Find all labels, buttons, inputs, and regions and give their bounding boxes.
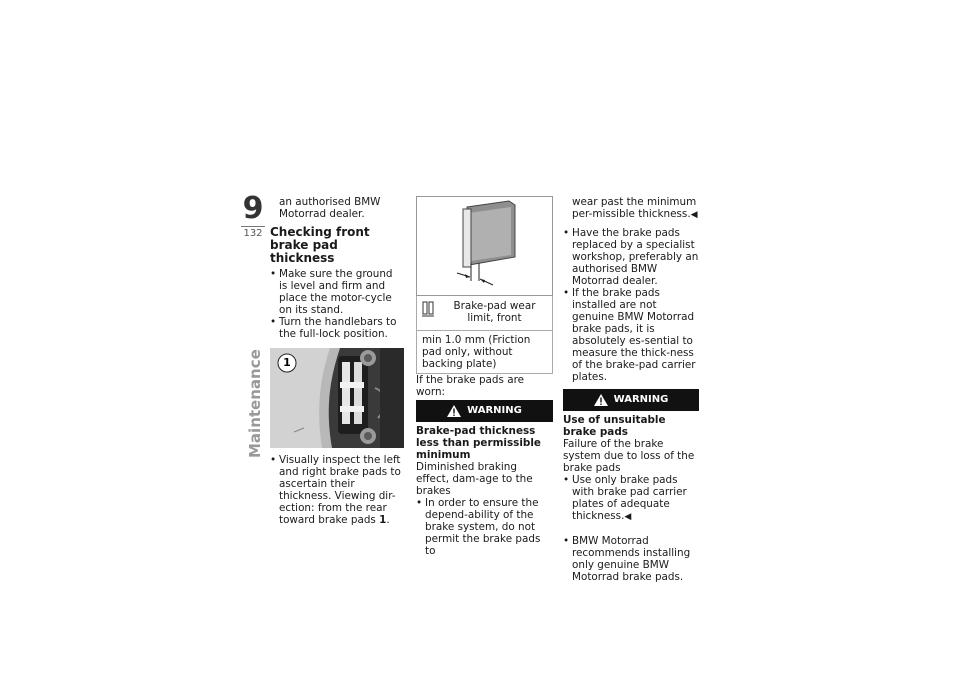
column-1 <box>270 196 404 526</box>
warning-title: Use of unsuitable brake pads <box>563 414 666 438</box>
list-item: • Turn the handlebars to the full-lock position. <box>270 316 404 340</box>
list-item: • In order to ensure the depend-ability of the brake system, do not permit the brake pads to <box>416 497 553 557</box>
brake-pad-diagram <box>417 197 552 295</box>
list-item: • Use only brake pads with brake pad carrier plates of adequate thickness.◀ <box>563 474 699 523</box>
list-item: • Make sure the ground is level and firm and place the motor-cycle on its stand. <box>270 268 404 316</box>
list-item: • Have the brake pads replaced by a specialist workshop, preferably an authorised BMW Motorrad dealer. <box>563 227 699 287</box>
continuation-text: an authorised BMW Motorrad dealer. <box>279 196 381 220</box>
end-of-warning-mark: ◀ <box>624 512 632 522</box>
warning-label: WARNING <box>467 405 522 416</box>
column-3 <box>563 196 699 583</box>
warning-triangle-icon <box>447 405 461 417</box>
worn-intro: If the brake pads are worn: <box>416 374 525 398</box>
warning-triangle-icon <box>594 394 608 406</box>
spec-value: min 1.0 mm (Friction pad only, without backing plate) <box>422 334 531 370</box>
warning-banner <box>563 389 699 411</box>
brake-caliper-photo <box>270 348 404 448</box>
warning-effect: Failure of the brake system due to loss of the brake pads <box>563 438 695 474</box>
chapter-title: Maintenance <box>246 349 264 458</box>
warning-title: Brake-pad thickness less than permissible minimum <box>416 425 541 461</box>
photo-callout-1: 1 <box>283 356 291 369</box>
column-2 <box>416 196 553 557</box>
chapter-sidebar <box>246 349 266 458</box>
section-heading: Checking front brake pad thickness <box>270 225 370 265</box>
list-item: • BMW Motorrad recommends installing only genuine BMW Motorrad brake pads. <box>563 535 699 583</box>
spec-label: Brake-pad wear limit, front <box>453 300 536 324</box>
chapter-divider <box>241 226 265 227</box>
warning-label: WARNING <box>613 394 669 405</box>
inspect-instruction: Visually inspect the left and right brake pads to ascertain their thickness. Viewing dir-ection: from the rear toward brake pads <box>279 454 401 526</box>
brake-pad-schematic <box>416 196 553 296</box>
list-item: • If the brake pads installed are not genuine BMW Motorrad brake pads, it is absolutely es-sential to measure the thick-ness of the brake-pad carrier plates. <box>563 287 699 383</box>
page-number: 132 <box>243 228 263 239</box>
step-list <box>270 268 404 340</box>
brake-pad-wear-icon <box>421 300 435 318</box>
warning-banner <box>416 400 553 422</box>
warning-effect: Diminished braking effect, dam-age to the brakes <box>416 461 533 497</box>
chapter-number: 9 <box>242 191 264 226</box>
continuation-text: wear past the minimum per-missible thickness.◀ <box>572 196 698 220</box>
list-item: • Visually inspect the left and right brake pads to ascertain their thickness. Viewing dir-ection: from the rear toward brake pads 1. <box>270 454 404 526</box>
callout-reference: 1 <box>379 514 387 526</box>
spec-table <box>416 296 553 374</box>
end-of-warning-mark: ◀ <box>690 210 698 220</box>
recommendation-list <box>563 227 699 383</box>
